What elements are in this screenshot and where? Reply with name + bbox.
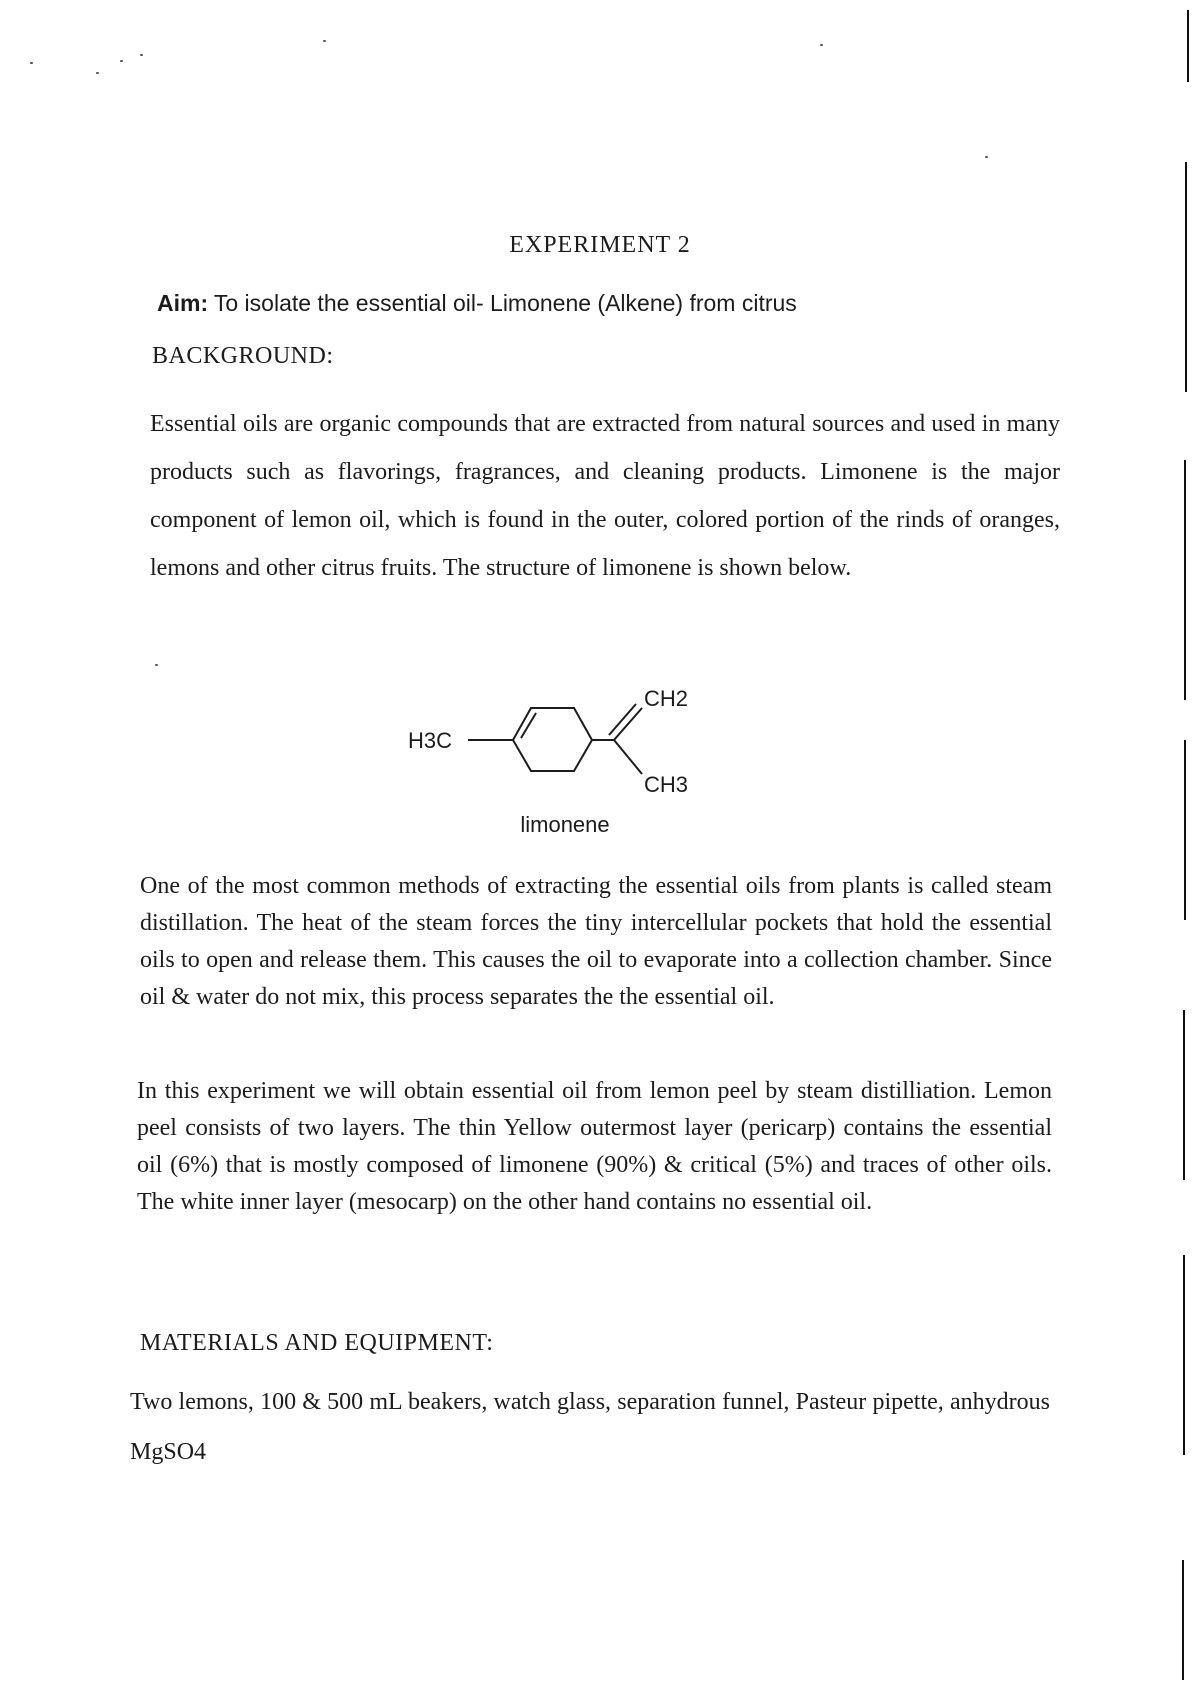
materials-heading: MATERIALS AND EQUIPMENT:: [140, 1330, 494, 1356]
scan-edge-line: [1184, 460, 1186, 700]
scan-speck: [985, 156, 988, 158]
aim-label: Aim:: [157, 290, 209, 316]
background-heading: BACKGROUND:: [152, 343, 334, 369]
distillation-paragraph: One of the most common methods of extracting the essential oils from plants is called steam distillation. The heat of the steam forces the tiny intercellular pockets that hold the essential oils to open and release them. This causes the oil to evaporate into a collection chamber. Since oil & water do not mix, this process separates the the essential oil.: [140, 873, 1052, 1010]
scan-speck: [155, 664, 158, 666]
experiment-paragraph: In this experiment we will obtain essential oil from lemon peel by steam distilliation. Lemon peel consists of two layers. The thin Yellow outermost layer (pericarp) contains the essential oil (6%) that is mostly composed of limonene (90%) & critical (5%) and traces of other oils. The white inner layer (mesocarp) on the other hand contains no essential oil.: [137, 1078, 1052, 1215]
scan-edge-line: [1187, 10, 1189, 82]
scan-speck: [120, 60, 123, 62]
materials-paragraph: Two lemons, 100 & 500 mL beakers, watch glass, separation funnel, Pasteur pipette, anhydrous MgSO4: [130, 1389, 1050, 1465]
page-title: EXPERIMENT 2: [509, 232, 691, 258]
figure-label-h3c: H3C: [408, 728, 453, 753]
background-paragraph: Essential oils are organic compounds that are extracted from natural sources and used in many products such as flavorings, fragrances, and cleaning products. Limonene is the major component of lemon oil, which is found in the outer, colored portion of the rinds of oranges, lemons and other citrus fruits. The structure of limonene is shown below.: [150, 411, 1060, 581]
scan-speck: [30, 62, 33, 64]
figure-caption: limonene: [520, 812, 610, 837]
figure-label-ch3: CH3: [644, 772, 689, 797]
scan-edge-line: [1185, 162, 1187, 392]
scan-speck: [140, 54, 143, 56]
figure-label-ch2: CH2: [644, 686, 689, 711]
aim-line: [157, 290, 797, 317]
scan-speck: [820, 44, 823, 46]
scan-edge-line: [1183, 1010, 1185, 1180]
scan-speck: [96, 72, 99, 74]
scan-edge-line: [1183, 1255, 1185, 1455]
scan-edge-line: [1184, 740, 1186, 920]
aim-text: To isolate the essential oil- Limonene (Alkene) from citrus: [213, 290, 797, 316]
scan-edge-line: [1182, 1560, 1184, 1680]
scan-speck: [323, 40, 326, 42]
